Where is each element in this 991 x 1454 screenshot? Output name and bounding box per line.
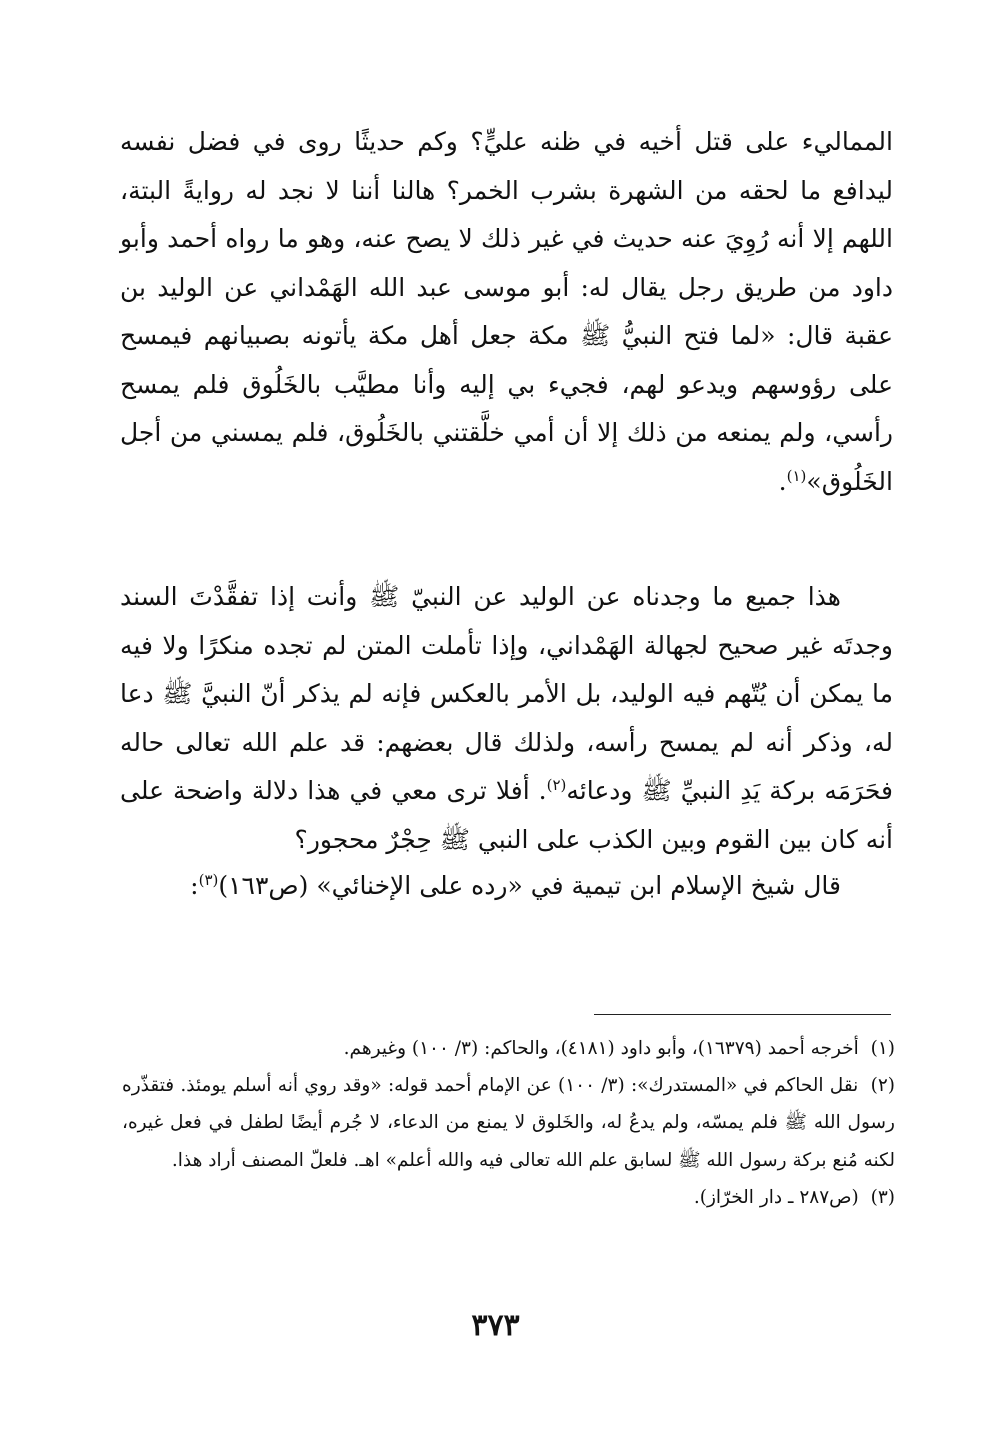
paragraph-2-text-a: هذا جميع ما وجدناه عن الوليد عن النبيّ ﷺ وأنت إذا تفقَّدْتَ السند وجدتَه غير صحيح لجهالة الهَمْداني، وإذا تأملت المتن لم تجده منكرًا ولا فيه ما يمكن أن يُتّهم فيه الوليد، بل الأمر بالعكس فإنه لم يذكر أنّ النبيَّ ﷺ دعا له، وذكر أنه لم يمسح رأسه، ولذلك قال بعضهم: قد علم الله تعالى حاله فحَرَمَه بركة يَدِ النبيِّ ﷺ ودعائه: [120, 582, 893, 805]
paragraph-1-text: المماليء على قتل أخيه في ظنه عليٍّ؟ وكم حديثًا روى في فضل نفسه ليدافع ما لحقه من الشهرة بشرب الخمر؟ هالنا أننا لا نجد له روايةً البتة، اللهم إلا أنه رُوِيَ عنه حديث في غير ذلك لا يصح عنه، وهو ما رواه أحمد وأبو داود من طريق رجل يقال له: أبو موسى عبد الله الهَمْداني عن الوليد بن عقبة قال: «لما فتح النبيُّ ﷺ مكة جعل أهل مكة يأتونه بصبيانهم فيمسح على رؤوسهم ويدعو لهم، فجيء بي إليه وأنا مطيَّب بالخَلُوق فلم يمسح رأسي، ولم يمنعه من ذلك إلا أن أمي خلَّقتني بالخَلُوق، فلم يمسني من أجل الخَلُوق»: [120, 127, 893, 496]
main-text: [120, 118, 893, 900]
footnote-2-number: (٢): [870, 1075, 895, 1097]
paragraph-1: [120, 118, 893, 506]
footnote-2-text: نقل الحاكم في «المستدرك»: (٣/ ١٠٠) عن الإمام أحمد قوله: «وقد روي أنه أسلم يومئذ. فتقذّره رسول الله ﷺ فلم يمسّه، ولم يدعُ له، والخَلوق لا يمنع من الدعاء، لا جُرم أيضًا لطفل في فعل غيره، لكنه مُنع بركة رسول الله ﷺ لسابق علم الله تعالى فيه والله أعلم» اهـ. فلعلّ المصنف أراد هذا.: [122, 1075, 895, 1171]
footnote-ref-3: (٣): [198, 871, 219, 889]
footnote-divider: [594, 1014, 891, 1015]
footnotes: [122, 1030, 895, 1216]
paragraph-3-end: :: [190, 871, 199, 900]
footnote-ref-1: (١): [786, 466, 807, 485]
footnote-3-number: (٣): [870, 1186, 895, 1208]
paragraph-3-text: قال شيخ الإسلام ابن تيمية في «رده على الإخنائي» (ص١٦٣): [218, 871, 841, 900]
footnote-ref-2: (٢): [546, 776, 567, 794]
page-number: ٣٧٣: [471, 1308, 520, 1343]
paragraph-1-end: .: [778, 466, 787, 496]
paragraph-2-text-b: . أفلا ترى معي في هذا دلالة واضحة على أنه كان بين القوم وبين الكذب على النبي ﷺ حِجْرٌ محجور؟: [120, 776, 893, 854]
paragraph-3: [120, 862, 893, 911]
footnote-3: [122, 1179, 895, 1216]
footnote-3-text: (ص٢٨٧ ـ دار الخرّاز).: [693, 1186, 859, 1208]
footnote-1: [122, 1030, 895, 1067]
paragraph-2: [120, 573, 893, 864]
footnote-1-number: (١): [870, 1038, 895, 1059]
footnote-2: [122, 1067, 895, 1179]
footnote-1-text: أخرجه أحمد (١٦٣٧٩)، وأبو داود (٤١٨١)، والحاكم: (٣/ ١٠٠) وغيرهم.: [343, 1038, 859, 1059]
